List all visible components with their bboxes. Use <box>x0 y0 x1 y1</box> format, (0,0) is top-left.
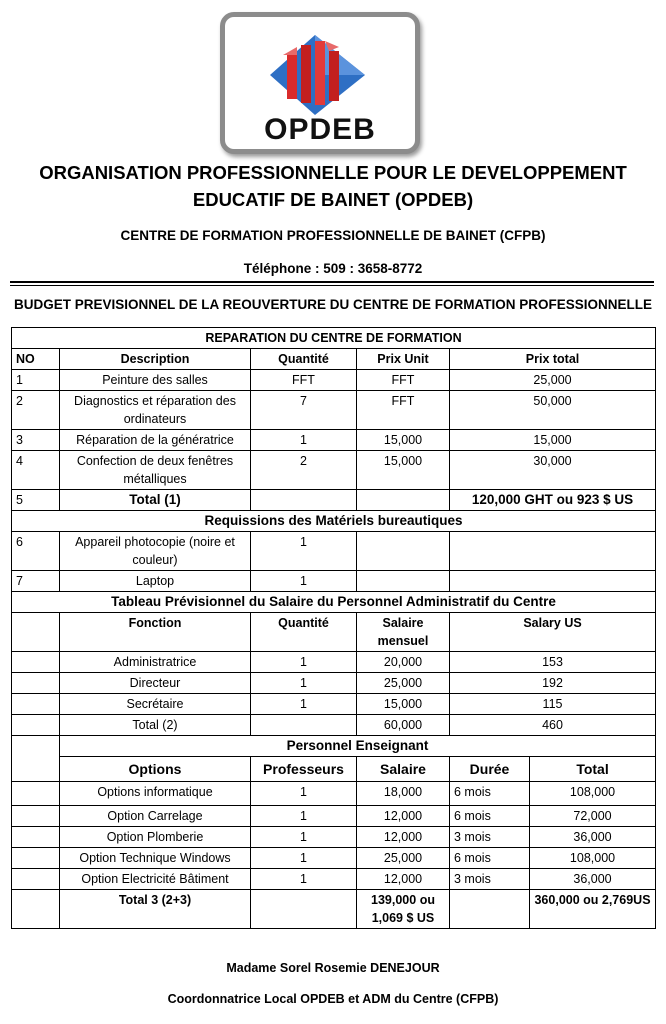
empty-cell <box>12 613 60 652</box>
empty-cell <box>251 890 357 929</box>
row-duration: 3 mois <box>450 869 530 890</box>
row-description: Confection de deux fenêtres métalliques <box>60 451 251 490</box>
row-description: Réparation de la génératrice <box>60 430 251 451</box>
row-total: 36,000 <box>530 869 656 890</box>
teaching-section-header <box>12 736 656 757</box>
row-unit-price: 15,000 <box>357 451 450 490</box>
empty-cell <box>12 806 60 827</box>
logo-text: OPDEB <box>264 113 376 146</box>
teaching-section-title: Personnel Enseignant <box>60 736 656 757</box>
col-header-teachers: Professeurs <box>251 757 357 782</box>
row-quantity: 7 <box>251 391 357 430</box>
table-row <box>12 652 656 673</box>
table-row <box>12 430 656 451</box>
empty-cell <box>12 848 60 869</box>
opdeb-logo <box>220 12 420 154</box>
row-salary: 12,000 <box>357 869 450 890</box>
teaching-column-headers <box>12 757 656 782</box>
col-header-description: Description <box>60 349 251 370</box>
signatory-role: Coordonnatrice Local OPDEB et ADM du Centre (CFPB) <box>167 992 499 1006</box>
total-salary: 60,000 <box>357 715 450 736</box>
row-teachers: 1 <box>251 848 357 869</box>
table-row <box>12 532 656 571</box>
row-quantity: 2 <box>251 451 357 490</box>
row-description: Diagnostics et réparation des ordinateurs <box>60 391 251 430</box>
row-description: Laptop <box>60 571 251 592</box>
table-row <box>12 673 656 694</box>
row-quantity: 1 <box>251 652 357 673</box>
table-row <box>12 848 656 869</box>
col-header-options: Options <box>60 757 251 782</box>
row-option: Option Technique Windows <box>60 848 251 869</box>
row-salary-us: 192 <box>450 673 656 694</box>
empty-cell <box>12 827 60 848</box>
empty-cell <box>357 571 450 592</box>
row-option: Option Carrelage <box>60 806 251 827</box>
table-row <box>12 571 656 592</box>
row-quantity: 1 <box>251 532 357 571</box>
row-teachers: 1 <box>251 869 357 890</box>
table-row <box>12 451 656 490</box>
repair-total-row <box>12 490 656 511</box>
row-total: 50,000 <box>450 391 656 430</box>
row-no: 2 <box>12 391 60 430</box>
col-header-salary: Salaire <box>357 757 450 782</box>
row-teachers: 1 <box>251 782 357 806</box>
salary-column-headers <box>12 613 656 652</box>
empty-cell <box>450 532 656 571</box>
header-divider <box>10 281 654 283</box>
org-title-line1: ORGANISATION PROFESSIONNELLE POUR LE DEVELOPPEMENT <box>39 162 627 183</box>
row-teachers: 1 <box>251 806 357 827</box>
col-header-quantity: Quantité <box>251 613 357 652</box>
col-header-unit-price: Prix Unit <box>357 349 450 370</box>
row-salary: 25,000 <box>357 673 450 694</box>
empty-cell <box>12 736 60 757</box>
row-total: 30,000 <box>450 451 656 490</box>
table-row <box>12 694 656 715</box>
row-quantity: FFT <box>251 370 357 391</box>
empty-cell <box>12 715 60 736</box>
empty-cell <box>12 782 60 806</box>
empty-cell <box>251 490 357 511</box>
row-total: 36,000 <box>530 827 656 848</box>
total-label: Total 3 (2+3) <box>60 890 251 929</box>
col-header-total-price: Prix total <box>450 349 656 370</box>
table-row <box>12 370 656 391</box>
row-no: 7 <box>12 571 60 592</box>
budget-table <box>11 327 656 929</box>
materials-section-title: Requissions des Matériels bureautiques <box>12 511 656 532</box>
row-no: 3 <box>12 430 60 451</box>
row-salary-us: 115 <box>450 694 656 715</box>
total-salary-us: 460 <box>450 715 656 736</box>
row-quantity: 1 <box>251 571 357 592</box>
col-header-quantity: Quantité <box>251 349 357 370</box>
row-no: 6 <box>12 532 60 571</box>
row-duration: 3 mois <box>450 827 530 848</box>
table-row <box>12 806 656 827</box>
row-salary: 18,000 <box>357 782 450 806</box>
row-function: Administratrice <box>60 652 251 673</box>
row-quantity: 1 <box>251 694 357 715</box>
row-unit-price: FFT <box>357 391 450 430</box>
total-salary: 139,000 ou 1,069 $ US <box>357 890 450 929</box>
row-duration: 6 mois <box>450 848 530 869</box>
empty-cell <box>357 532 450 571</box>
grand-total: 360,000 ou 2,769US <box>530 890 656 929</box>
col-header-salary-us: Salary US <box>450 613 656 652</box>
row-option: Option Electricité Bâtiment <box>60 869 251 890</box>
row-total: 72,000 <box>530 806 656 827</box>
col-header-function: Fonction <box>60 613 251 652</box>
row-total: 25,000 <box>450 370 656 391</box>
row-unit-price: FFT <box>357 370 450 391</box>
row-no: 5 <box>12 490 60 511</box>
row-no: 4 <box>12 451 60 490</box>
empty-cell <box>12 673 60 694</box>
salary-section-header <box>12 592 656 613</box>
table-row <box>12 391 656 430</box>
salary-total-row <box>12 715 656 736</box>
empty-cell <box>12 890 60 929</box>
repair-column-headers <box>12 349 656 370</box>
empty-cell <box>12 757 60 782</box>
col-header-no: NO <box>12 349 60 370</box>
row-salary: 12,000 <box>357 827 450 848</box>
table-row <box>12 869 656 890</box>
empty-cell <box>357 490 450 511</box>
header-divider-thin <box>10 285 654 286</box>
row-salary: 25,000 <box>357 848 450 869</box>
empty-cell <box>12 694 60 715</box>
table-row <box>12 827 656 848</box>
row-function: Directeur <box>60 673 251 694</box>
row-salary-us: 153 <box>450 652 656 673</box>
repair-section-header <box>12 328 656 349</box>
row-duration: 6 mois <box>450 782 530 806</box>
empty-cell <box>450 890 530 929</box>
row-function: Secrétaire <box>60 694 251 715</box>
materials-section-header <box>12 511 656 532</box>
row-unit-price: 15,000 <box>357 430 450 451</box>
row-total: 108,000 <box>530 848 656 869</box>
row-duration: 6 mois <box>450 806 530 827</box>
salary-section-title: Tableau Prévisionnel du Salaire du Personnel Administratif du Centre <box>12 592 656 613</box>
row-teachers: 1 <box>251 827 357 848</box>
org-title-line2: EDUCATIF DE BAINET (OPDEB) <box>192 189 474 210</box>
col-header-total: Total <box>530 757 656 782</box>
budget-title: BUDGET PREVISIONNEL DE LA REOUVERTURE DU CENTRE DE FORMATION PROFESSIONNELLE <box>13 297 653 312</box>
row-total: 15,000 <box>450 430 656 451</box>
centre-subtitle: CENTRE DE FORMATION PROFESSIONNELLE DE BAINET (CFPB) <box>120 228 546 243</box>
row-description: Peinture des salles <box>60 370 251 391</box>
row-quantity: 1 <box>251 430 357 451</box>
row-salary: 20,000 <box>357 652 450 673</box>
row-salary: 15,000 <box>357 694 450 715</box>
empty-cell <box>450 571 656 592</box>
col-header-duration: Durée <box>450 757 530 782</box>
row-no: 1 <box>12 370 60 391</box>
col-header-monthly-salary: Salaire mensuel <box>357 613 450 652</box>
row-option: Options informatique <box>60 782 251 806</box>
empty-cell <box>12 652 60 673</box>
row-quantity: 1 <box>251 673 357 694</box>
row-total: 108,000 <box>530 782 656 806</box>
row-salary: 12,000 <box>357 806 450 827</box>
empty-cell <box>12 869 60 890</box>
row-option: Option Plomberie <box>60 827 251 848</box>
total-value: 120,000 GHT ou 923 $ US <box>450 490 656 511</box>
signatory-name: Madame Sorel Rosemie DENEJOUR <box>226 961 440 975</box>
total-label: Total (2) <box>60 715 251 736</box>
table-row <box>12 782 656 806</box>
phone-line: Téléphone : 509 : 3658-8772 <box>243 261 423 276</box>
repair-section-title: REPARATION DU CENTRE DE FORMATION <box>12 328 656 349</box>
row-description: Appareil photocopie (noire et couleur) <box>60 532 251 571</box>
total-label: Total (1) <box>60 490 251 511</box>
empty-cell <box>251 715 357 736</box>
teaching-total-row <box>12 890 656 929</box>
